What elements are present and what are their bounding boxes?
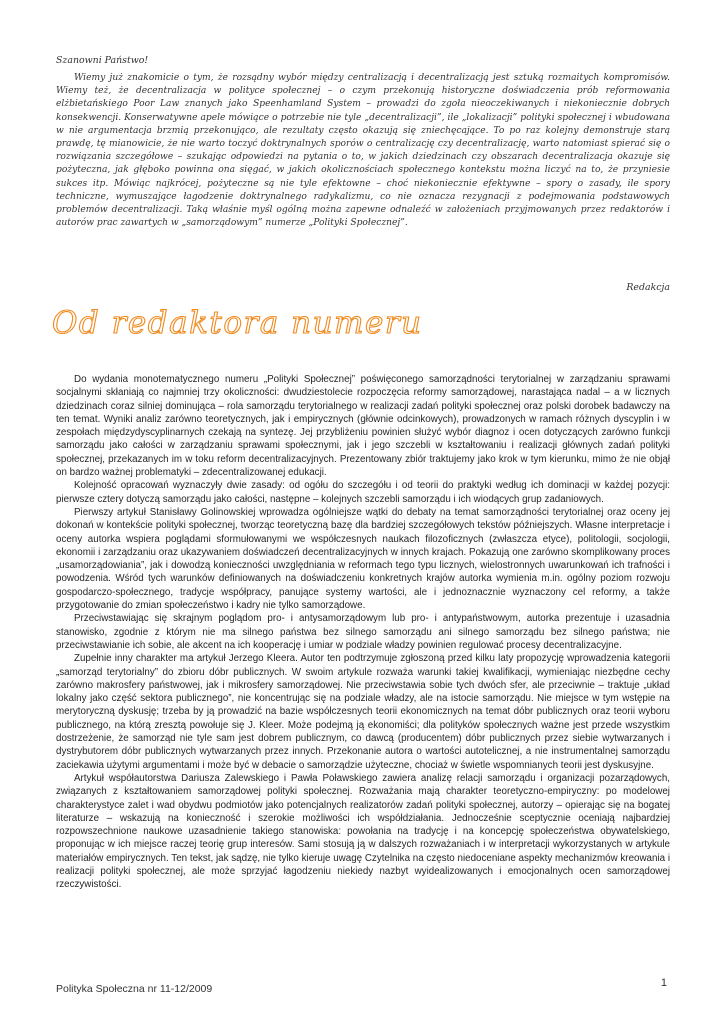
editorial-signature: Redakcja [626, 282, 670, 293]
page-number: 1 [660, 977, 667, 989]
paragraph: Artykuł współautorstwa Dariusza Zalewskiego i Pawła Poławskiego zawiera analizę relacji samorządu i organizacji pozarządowych, związanych z kształtowaniem samorządowej polityki społecznej. Rozważania mają charakter teoretyczno-empiryczny: po modelowej charakterystyce zalet i wad obydwu podmiotów jako potencjalnych realizatorów zadań polityki społecznej, autorzy – opierając się na bogatej literaturze – wskazują na konieczność i szerokie możliwości ich współdziałania. Jednocześnie sceptycznie oceniają najbardziej rozpowszechnione naukowe uzasadnienie takiego stanowiska: powołania na tradycję i na koncepcję społeczeństwa obywatelskiego, proponując w ich miejsce raczej teorię grup interesów. Sami stosują ją w dalszych rozważaniach i w interpretacji wykorzystanych w artykule materiałów empirycznych. Ten tekst, jak sądzę, nie tylko kieruje uwagę Czytelnika na często niedoceniane aspekty mechanizmów kreowania i realizacji polityki społecznej, ale może sprzyjać łagodzeniu niekiedy nazbyt wyidealizowanych i emocjonalnych ocen samorządowej rzeczywistości. [56, 772, 670, 891]
paragraph: Zupełnie inny charakter ma artykuł Jerzego Kleera. Autor ten podtrzymuje zgłoszoną przed kilku laty propozycję wprowadzenia kategorii „samorząd terytorialny” do zbioru dóbr publicznych. W swoim artykule rozważa warunki takiej kwalifikacji, wymieniając niezbędne cechy zarówno makrosfery państwowej, jak i mikrosfery samorządowej. Nie przeciwstawia sobie tych dwóch sfer, ale przeciwnie – traktuje „układ lokalny jako część sektora publicznego”, nie koncentrując się na podziale władzy, ale na istocie samorządu. Nie miejsce w tym wstępie na merytoryczną dyskusję; trzeba by ją prowadzić na bazie współczesnych teorii ekonomicznych na temat dóbr publicznych oraz teorii wyboru publicznego, na którą zresztą powołuje się J. Kleer. Może podejmą ją ekonomiści; dla polityków społecznych ważne jest przede wszystkim dostrzeżenie, że samorząd nie tyle sam jest dobrem publicznym, co dawcą (producentem) dóbr publicznych przez siebie wytwarzanych i dystrybutorem dóbr publicznych wytwarzanych przez innych. Przekonanie autora o wartości autotelicznej, a nie instrumentalnej samorządu zaciekawia użytymi argumentami i może być w debacie o samorządzie użyteczne, chociaż w świetle wspomnianych teorii jest dyskusyjne. [56, 653, 670, 771]
paragraph: Pierwszy artykuł Stanisławy Golinowskiej wprowadza ogólniejsze wątki do debaty na temat samorządności terytorialnej oraz oceny jej dokonań w kontekście polityki społecznej, tworząc teoretyczną bazę dla bardziej szczegółowych tekstów późniejszych. Własne interpretacje i oceny autorka wspiera poglądami sformułowanymi we współczesnych naukach filozoficznych (zwłaszcza etyce), politologii, socjologii, ekonomii i zarządzaniu oraz ukazywaniem doświadczeń decentralizacyjnych w innych krajach. Pokazują one zarówno skomplikowany proces „usamorządowiania”, jak i dowodzą konieczności uwzględniania w reformach tego typu licznych, wielostronnych uwarunkowań ich trafności i powodzenia. Wśród tych warunków definiowanych na doświadczeniu konkretnych krajów autorka wymienia m.in. ogólny poziom rozwoju gospodarczo-społecznego, tradycje współpracy, panujące systemy wartości, ale i jednoznacznie wyznaczony cel reformy, a także przygotowanie do zmian społeczeństwo i kadry nie tylko samorządowe. [56, 506, 670, 612]
paragraph: Do wydania monotematycznego numeru „Polityki Społecznej” poświęconego samorządności terytorialnej w zarządzaniu sprawami socjalnymi skłaniają co najmniej trzy okoliczności: dwudziestolecie rozpoczęcia reformy samorządowej, narastająca nadal – a w licznych dziedzinach coraz silniej dominująca – rola samorządu terytorialnego w realizacji zadań polityki społecznej oraz polski dorobek badawczy na ten temat. Wyniki analiz zarówno teoretycznych, jak i empirycznych (głównie odcinkowych), prowadzonych w ramach różnych dyscyplin i w zespołach międzydyscyplinarnych czekają na syntezę. Jej przybliżeniu powinien służyć wybór diagnoz i ocen dotyczących zarówno funkcji samorządu jako całości w zarządzaniu sprawami społecznymi, jak i jego szczebli w kształtowaniu i realizacji głównych zadań polityki społecznej, przekazanych im w toku reform decentralizacyjnych. Prezentowany zbiór traktujemy jako krok w tym kierunku, mimo że nie objął on bardzo ważnej problematyki – zdecentralizowanej edukacji. [56, 374, 670, 479]
editorial-intro: Wiemy już znakomicie o tym, że rozsądny wybór między centralizacją i decentralizacją jest sztuką rozmaitych kompromisów. Wiemy też, że decentralizacja w polityce społecznej – o czym przekonują historyczne doświadczenia prób reformowania elżbietańskiego Poor Law znanych jako Speenhamland System – prowadzi do zgoła nieoczekiwanych i niekoniecznie dobrych konsekwencji. Konserwatywne apele mówiące o potrzebie nie tyle „decentralizacji”, ile „lokalizacji” polityki społecznej i wbudowana w nie argumentacja brzmią przekonująco, ale rezultaty często okazują się zniechęcające. To po raz kolejny demonstruje starą prawdę, tę mianowicie, że nie warto toczyć doktrynalnych sporów o centralizację czy decentralizację, warto natomiast spierać się o rozwiązania szczegółowe – szukając odpowiedzi na pytania o to, w jakich dziedzinach czy obszarach decentralizacja okazuje się pożyteczna, jak głęboko powinna ona sięgać, w jakich okolicznościach społecznego kontekstu można liczyć na to, że przyniesie sukces itp. Mówiąc najkrócej, pożyteczne są nie tyle efektowne – choć niekoniecznie efektywne – spory o zasady, ile spory techniczne, wymuszające łagodzenie doktrynalnego radykalizmu, co nie oznacza rezygnacji z podejmowania podstawowych problemów decentralizacji. Taką właśnie myśl ogólną można zapewne odnaleźć w założeniach przyjmowanych przez redaktorów i autorów prac zawartych w „samorządowym” numerze „Polityki Społecznej”. [56, 73, 670, 229]
salutation: Szanowni Państwo! [56, 55, 149, 66]
article-body [56, 373, 670, 892]
journal-footer: Polityka Społeczna nr 11-12/2009 [56, 983, 213, 995]
paragraph: Kolejność opracowań wyznaczyły dwie zasady: od ogółu do szczegółu i od teorii do praktyki według ich dominacji w każdej pozycji: pierwsze cztery dotyczą samorządu jako całości, następne – kolejnych szczebli samorządu i ich wiodących grup zadaniowych. [56, 480, 670, 505]
article-title: Od redaktora numeru [52, 305, 423, 341]
paragraph: Przeciwstawiając się skrajnym poglądom pro- i antysamorządowym lub pro- i antypaństwowym, autorka prezentuje i uzasadnia stanowisko, zgodnie z którym nie ma silnego państwa bez silnego samorządu ani silnego samorządu bez silnego państwa; nie przeciwstawianie ich sobie, ale akcent na ich kooperację i umiar w podziale władzy powinien regulować procesy decentralizacyjne. [56, 613, 670, 651]
